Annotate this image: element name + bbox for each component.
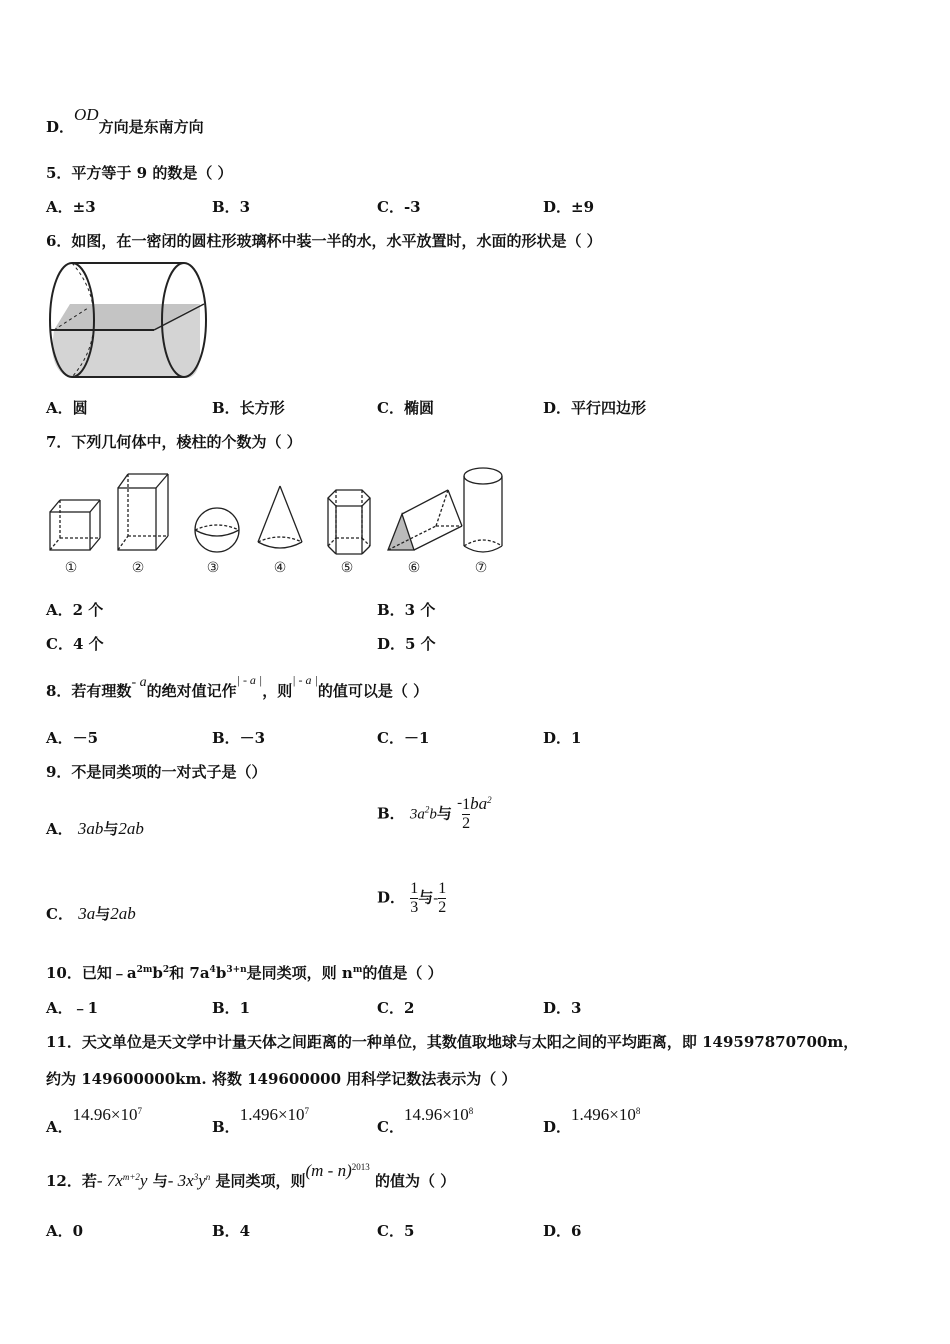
q7-option-b[interactable]: B．3 个	[377, 601, 436, 619]
q11-option-d[interactable]: D．$1.496\times 10^8$	[543, 1105, 641, 1136]
q12-option-d[interactable]: D．6	[543, 1222, 582, 1240]
q9-option-a[interactable]: A． 3ab与2ab	[46, 819, 144, 838]
q10-stem: 10．已知$﹣a^{2m}b^2$和 $7a^4b^{3+n}$是同类项，则 $n^m$的值是（ ）	[46, 964, 443, 982]
fraction-one-third: $\frac{1}{3}$	[410, 880, 419, 916]
cylinder-shape	[464, 468, 502, 552]
label-1: ①	[64, 560, 78, 576]
q11-stem-line2: 约为 149600000km. 将数 149600000 用科学记数法表示为（ ）	[46, 1070, 517, 1088]
math-neg-a: - a	[131, 675, 147, 690]
label-2: ②	[131, 560, 145, 576]
q6-option-b[interactable]: B．长方形	[212, 399, 285, 417]
math-expr: (m - n)	[305, 1161, 352, 1180]
q8-option-a[interactable]: A．－5	[46, 729, 99, 747]
q6-stem: 6．如图，在一密闭的圆柱形玻璃杯中装一半的水，水平放置时，水面的形状是（ ）	[46, 232, 602, 250]
q8-stem: 8．若有理数- a的绝对值记作$^{| - a |}$，则$^{| - a |}$的值可以是（ ）	[46, 673, 429, 700]
q5-option-d[interactable]: D．±9	[543, 198, 595, 216]
cuboid-shape	[118, 474, 168, 550]
q7-option-c[interactable]: C．4 个	[46, 635, 104, 653]
label-4: ④	[273, 560, 287, 576]
label-7: ⑦	[474, 560, 488, 576]
q7-stem: 7．下列几何体中，棱柱的个数为（ ）	[46, 433, 302, 451]
q8-option-c[interactable]: C．－1	[377, 729, 430, 747]
q6-option-a[interactable]: A．圆	[46, 399, 88, 417]
triangular-prism-shape	[388, 490, 462, 550]
label-3: ③	[206, 560, 220, 576]
cone-shape	[258, 486, 302, 548]
q7-option-a[interactable]: A．2 个	[46, 601, 104, 619]
fraction-one-half: $\frac{1}{2}$	[462, 796, 471, 832]
q10-option-b[interactable]: B．1	[212, 999, 251, 1017]
math-od: OD	[74, 105, 99, 124]
cube-shape	[50, 500, 100, 550]
sphere-shape	[195, 508, 239, 552]
fraction-one-half-2: $\frac{1}{2}$	[438, 880, 447, 916]
math-abs-neg-a-2: | - a |	[292, 673, 318, 687]
q10-option-d[interactable]: D．3	[543, 999, 582, 1017]
q12-stem: 12．若- $7x^{m+2}y$ 与- $3x^3y^n$ 是同类项，则(m - n)$^{2013}$ 的值为（ ）	[46, 1161, 456, 1190]
solids-figure	[44, 462, 510, 580]
q11-stem-line1: 11．天文单位是天文学中计量天体之间距离的一种单位，其数值取地球与太阳之间的平均距离，即 149597870700m，	[46, 1033, 859, 1051]
q5-option-c[interactable]: C．-3	[377, 198, 421, 216]
cylinder-figure	[46, 258, 208, 382]
q4-option-d[interactable]: D．OD方向是东南方向	[46, 105, 204, 136]
q5-option-a[interactable]: A．±3	[46, 198, 96, 216]
q5-stem: 5．平方等于 9 的数是（ ）	[46, 164, 233, 182]
q9-option-c[interactable]: C． 3a与2ab	[46, 904, 136, 923]
q9-stem: 9．不是同类项的一对式子是（）	[46, 763, 267, 781]
q11-option-a[interactable]: A．$14.96\times 10^7$	[46, 1105, 142, 1136]
q6-option-d[interactable]: D．平行四边形	[543, 399, 647, 417]
q6-option-c[interactable]: C．椭圆	[377, 399, 434, 417]
math-abs-neg-a: | - a |	[236, 673, 263, 687]
hexagonal-prism-shape	[328, 490, 370, 554]
q12-option-a[interactable]: A．0	[46, 1222, 84, 1240]
q10-option-c[interactable]: C．2	[377, 999, 415, 1017]
q11-option-b[interactable]: B．$1.496\times 10^7$	[212, 1105, 310, 1136]
q5-option-b[interactable]: B．3	[212, 198, 251, 216]
q12-option-c[interactable]: C．5	[377, 1222, 415, 1240]
q12-option-b[interactable]: B．4	[212, 1222, 251, 1240]
q8-option-d[interactable]: D．1	[543, 729, 582, 747]
math-term1: - 7x	[96, 1171, 123, 1190]
q9-option-b[interactable]: B． $3a^2b$与 - $\frac{1}{2}$ $ba^2$	[377, 793, 492, 832]
label-5: ⑤	[340, 560, 354, 576]
q10-option-a[interactable]: A．﹣1	[46, 999, 99, 1017]
q8-option-b[interactable]: B．－3	[212, 729, 266, 747]
q7-option-d[interactable]: D．5 个	[377, 635, 436, 653]
math-term2: - 3x	[167, 1171, 194, 1190]
q9-option-d[interactable]: D． $\frac{1}{3}$ 与- $\frac{1}{2}$	[377, 880, 447, 916]
q11-option-c[interactable]: C．$14.96\times 10^8$	[377, 1105, 474, 1136]
label-6: ⑥	[407, 560, 421, 576]
